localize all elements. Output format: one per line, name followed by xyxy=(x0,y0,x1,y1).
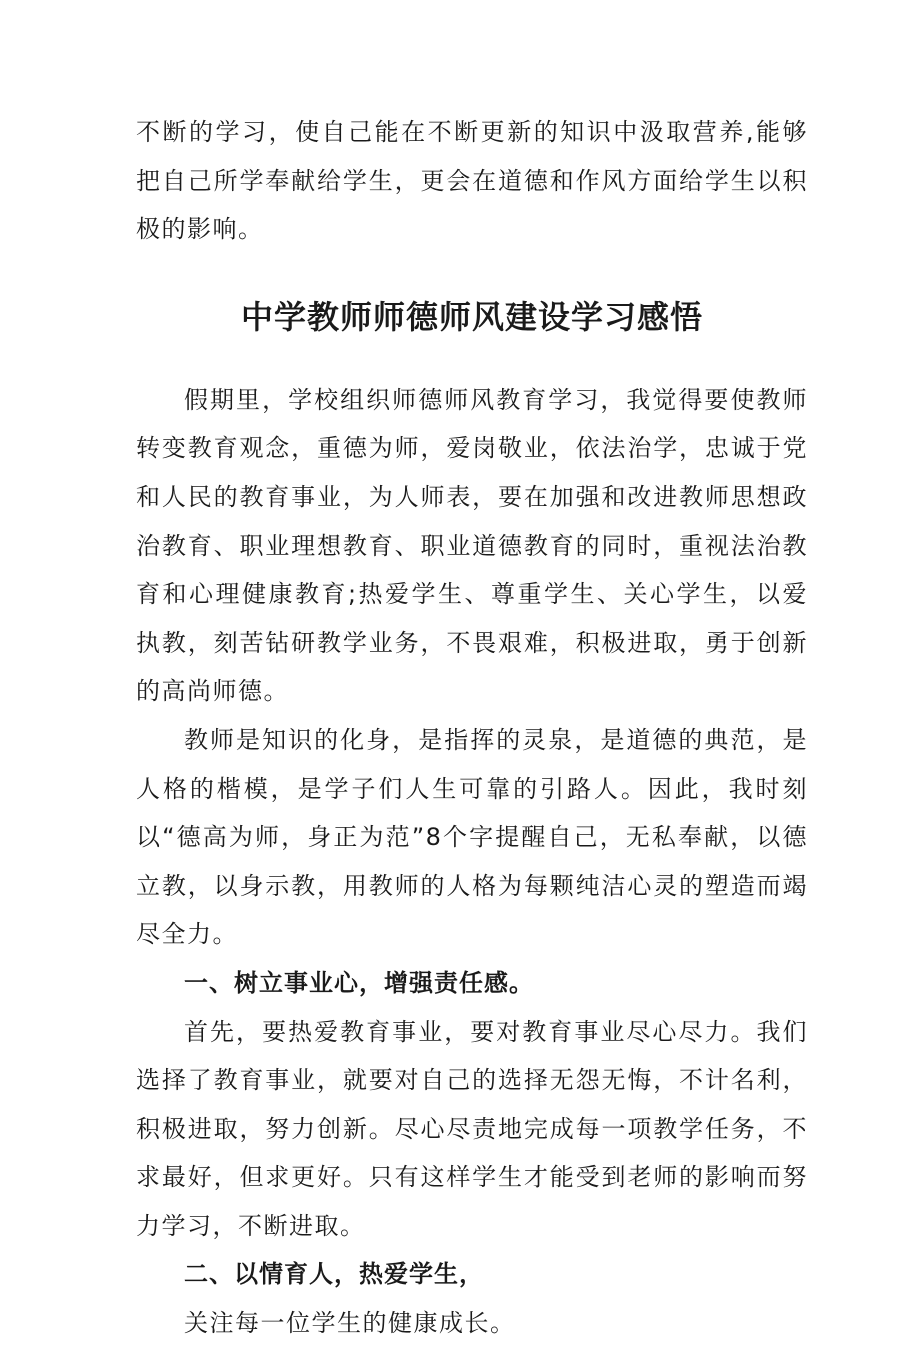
intro-paragraph: 不断的学习，使自己能在不断更新的知识中汲取营养,能够把自己所学奉献给学生，更会在道德和作风方面给学生以积极的影响。 xyxy=(136,118,808,244)
body-paragraph-2: 教师是知识的化身，是指挥的灵泉，是道德的典范，是人格的楷模，是学子们人生可靠的引路人。因此，我时刻以“德高为师，身正为范”8个字提醒自己，无私奉献，以德立教，以身示教，用教师的人格为每颗纯洁心灵的塑造而竭尽全力。 xyxy=(136,725,808,949)
section-heading-1: 一、树立事业心，增强责任感。 xyxy=(184,968,534,997)
spacer xyxy=(136,338,808,376)
section-paragraph-2: 关注每一位学生的健康成长。 xyxy=(184,1309,516,1338)
document-page xyxy=(136,108,808,1348)
body-paragraph-1: 假期里，学校组织师德师风教育学习，我觉得要使教师转变教育观念，重德为师，爱岗敬业，依法治学，忠诚于党和人民的教育事业，为人师表，要在加强和改进教师思想政治教育、职业理想教育、职业道德教育的同时，重视法治教育和心理健康教育;热爱学生、尊重学生、关心学生，以爱执教，刻苦钻研教学业务，不畏艰难，积极进取，勇于创新的高尚师德。 xyxy=(136,385,808,706)
document-title: 中学教师师德师风建设学习感悟 xyxy=(240,297,703,336)
spacer xyxy=(136,254,808,292)
section-paragraph-1: 首先，要热爱教育事业，要对教育事业尽心尽力。我们选择了教育事业，就要对自己的选择无怨无悔，不计名利，积极进取，努力创新。尽心尽责地完成每一项教学任务，不求最好，但求更好。只有这样学生才能受到老师的影响而努力学习，不断进取。 xyxy=(136,1017,808,1240)
section-heading-2: 二、以情育人，热爱学生， xyxy=(184,1260,484,1289)
